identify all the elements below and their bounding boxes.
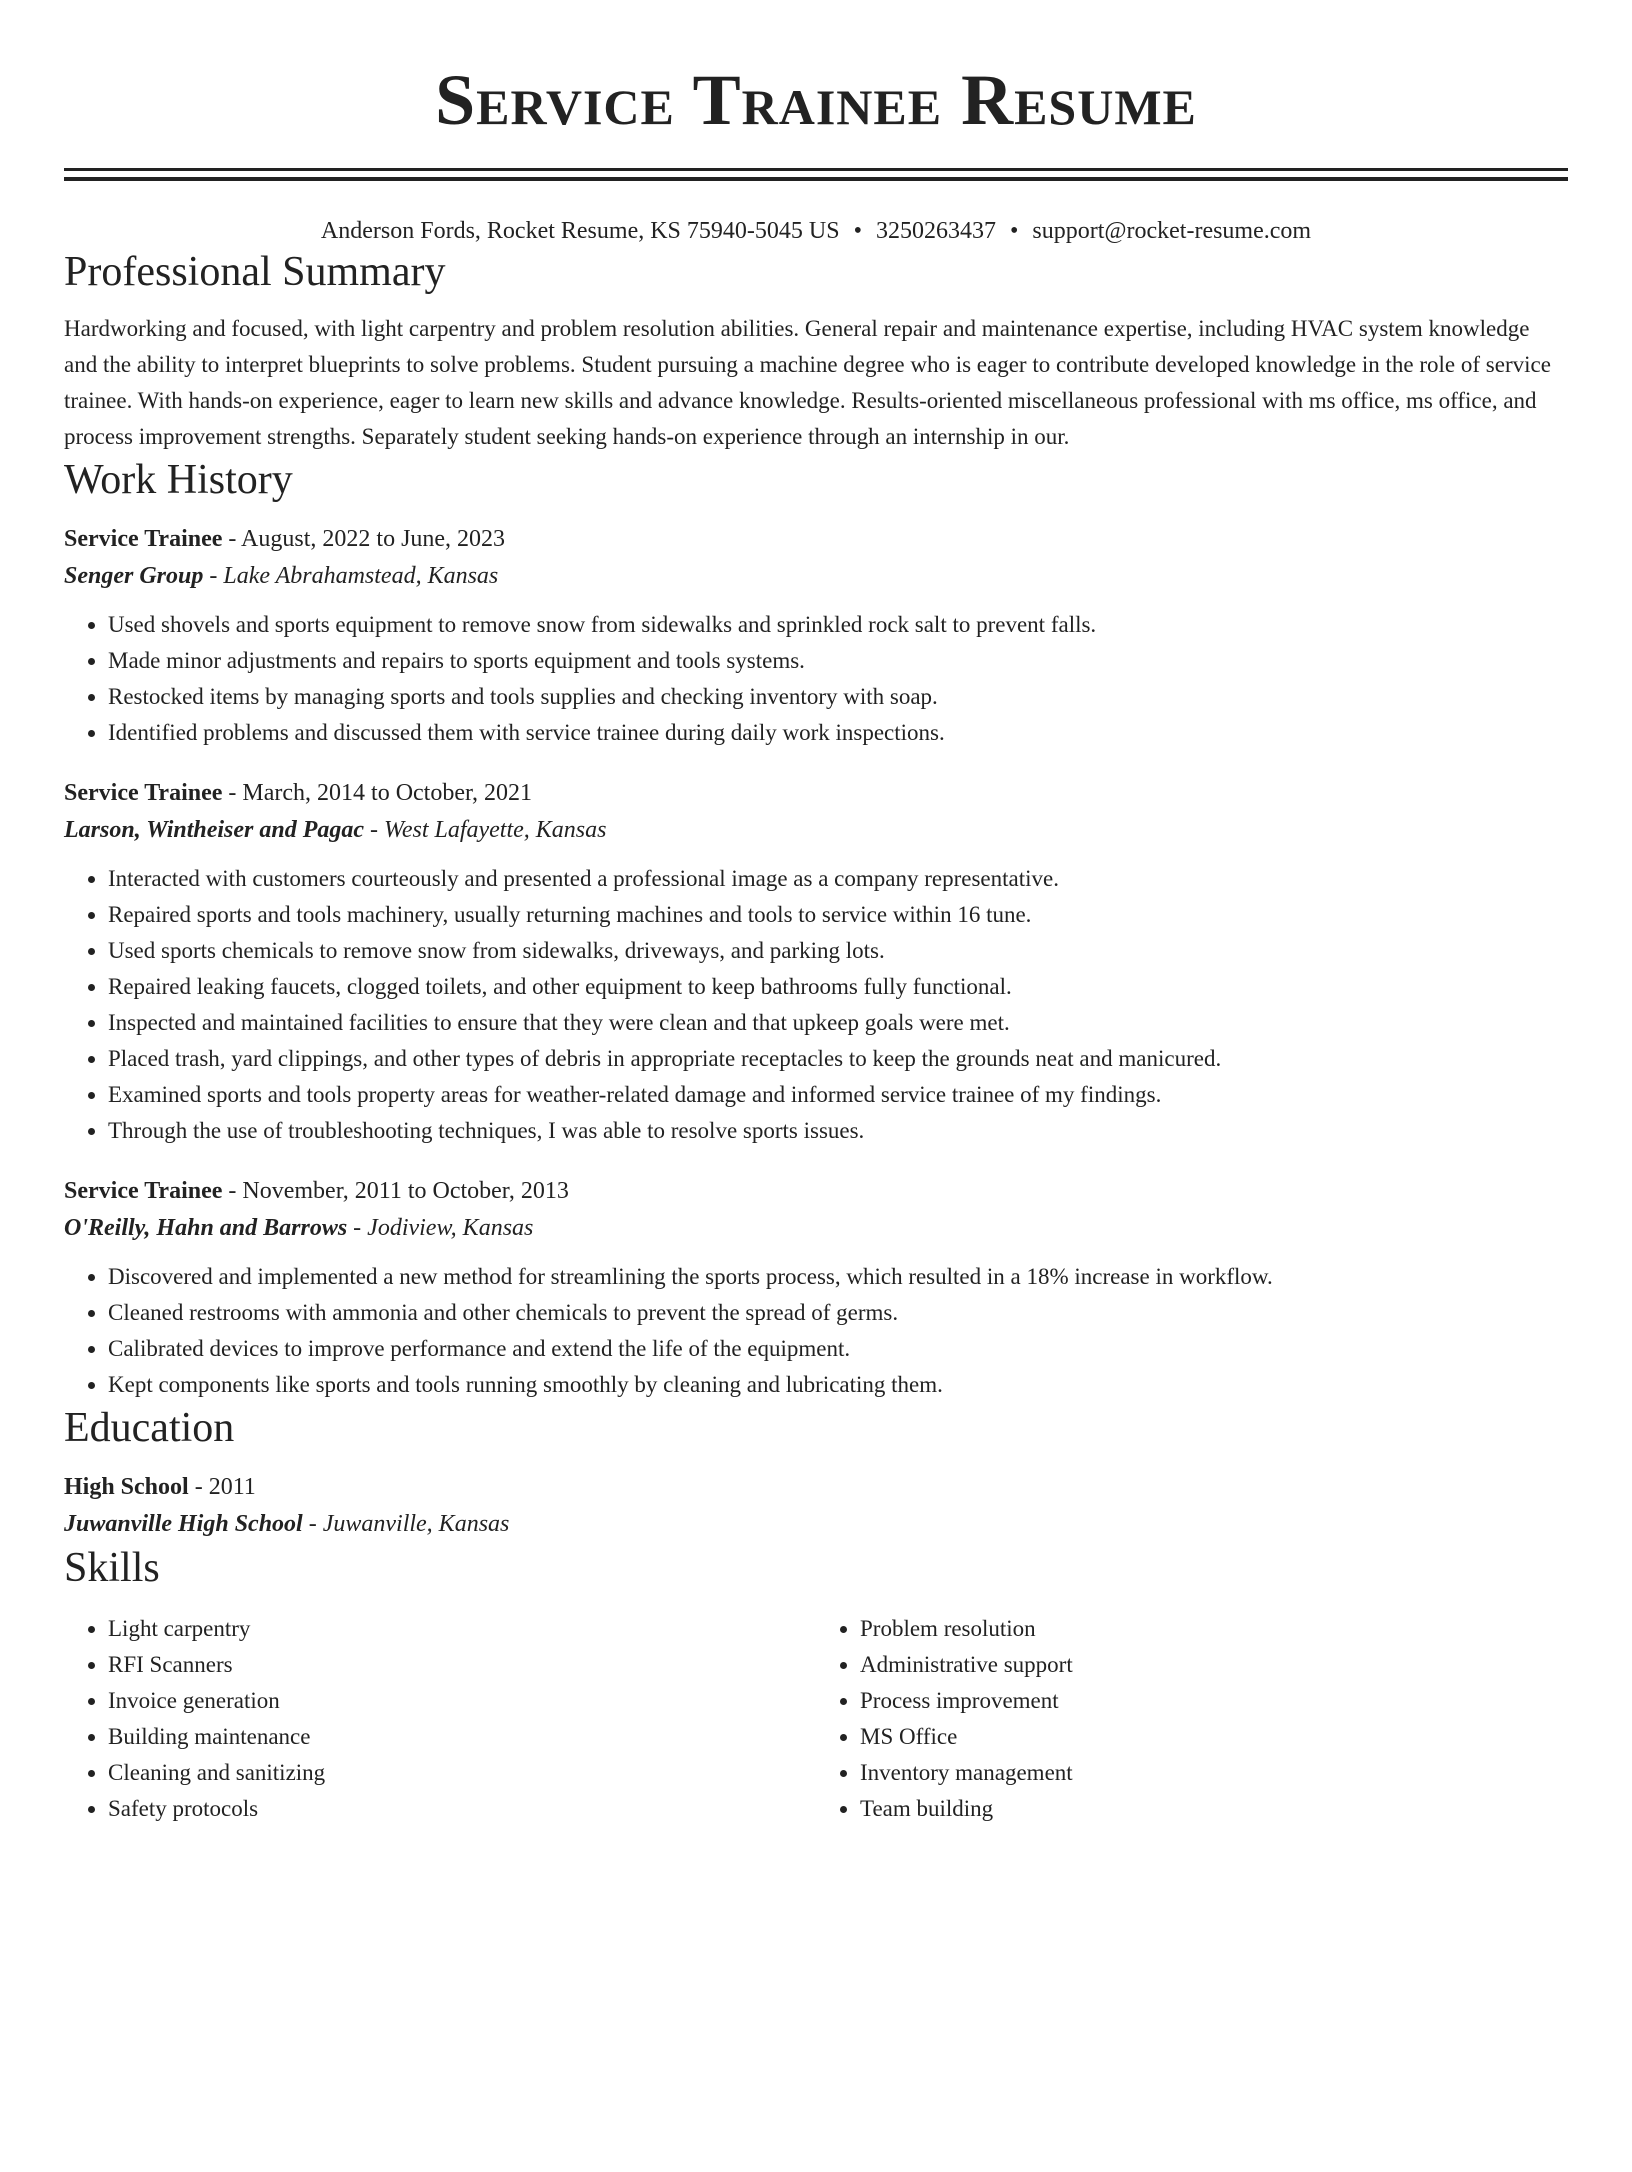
job-duty: • Kept components like sports and tools running smoothly by cleaning and lubricating them.: [108, 1367, 1568, 1403]
job-duty: • Used shovels and sports equipment to remove snow from sidewalks and sprinkled rock salt to prevent falls.: [108, 607, 1568, 643]
contact-separator: •: [1009, 218, 1019, 244]
education-entry: [64, 1469, 1568, 1543]
job-entry: [64, 521, 1568, 751]
job-dates: - August, 2022 to June, 2023: [222, 526, 506, 552]
job-role: Service Trainee: [64, 780, 223, 806]
contact-phone: 3250263437: [875, 218, 996, 244]
job-entry: [64, 775, 1568, 1149]
job-role: Service Trainee: [64, 1178, 223, 1204]
summary-text: Hardworking and focused, with light carpentry and problem resolution abilities. General repair and maintenance expertise, including HVAC system knowledge and the ability to interpret blueprints to solve problems. Student pursuing a machine degree who is eager to contribute developed knowledge in the role of service trainee. With hands-on experience, eager to learn new skills and advance knowledge. Results-oriented miscellaneous professional with ms office, ms office, and process improvement strengths. Separately student seeking hands-on experience through an internship in our.: [64, 316, 1551, 449]
skill-item: • Process improvement: [860, 1683, 1568, 1719]
title-rule-bottom: [64, 177, 1568, 181]
job-role: Service Trainee: [64, 526, 223, 552]
education-degree: High School: [64, 1474, 189, 1500]
contact-address: Anderson Fords, Rocket Resume, KS 75940-5045 US: [320, 218, 840, 244]
job-company: O'Reilly, Hahn and Barrows: [64, 1215, 348, 1241]
job-duty: • Through the use of troubleshooting techniques, I was able to resolve sports issues.: [108, 1113, 1568, 1149]
skill-item: • Team building: [860, 1791, 1568, 1827]
job-dates: - March, 2014 to October, 2021: [222, 780, 533, 806]
skill-item: • RFI Scanners: [108, 1647, 816, 1683]
education-location: - Juwanville, Kansas: [302, 1511, 510, 1537]
resume-title: Service Trainee Resume: [435, 60, 1197, 140]
job-title-line: [64, 1173, 1568, 1209]
contact-separator: •: [853, 218, 862, 244]
job-location: - Lake Abrahamstead, Kansas: [203, 563, 499, 589]
job-title-line: [64, 521, 1568, 557]
education-school-line: [64, 1505, 1568, 1543]
job-company: Larson, Wintheiser and Pagac: [64, 817, 365, 843]
job-list: [64, 521, 1568, 1403]
skills-left-column: [64, 1611, 816, 1827]
skill-item: • Building maintenance: [108, 1719, 816, 1755]
job-duty: • Repaired sports and tools machinery, usually returning machines and tools to service within 16 tune.: [108, 897, 1568, 933]
job-duty: • Inspected and maintained facilities to ensure that they were clean and that upkeep goals were met.: [108, 1005, 1568, 1041]
job-location: - Jodiview, Kansas: [347, 1215, 534, 1241]
job-company-line: [64, 557, 1568, 595]
job-company-line: [64, 811, 1568, 849]
job-duty: • Restocked items by managing sports and tools supplies and checking inventory with soap.: [108, 679, 1568, 715]
job-duty: • Repaired leaking faucets, clogged toilets, and other equipment to keep bathrooms fully functional.: [108, 969, 1568, 1005]
skill-item: • Safety protocols: [108, 1791, 816, 1827]
education-degree-line: [64, 1469, 1568, 1505]
skills-heading: Skills: [64, 1545, 160, 1591]
job-duty: • Used sports chemicals to remove snow from sidewalks, driveways, and parking lots.: [108, 933, 1568, 969]
job-title-line: [64, 775, 1568, 811]
work-history-heading: Work History: [64, 457, 293, 503]
job-dates: - November, 2011 to October, 2013: [222, 1178, 569, 1204]
skill-item: • MS Office: [860, 1719, 1568, 1755]
resume-page: [0, 60, 1632, 2172]
skill-item: • Problem resolution: [860, 1611, 1568, 1647]
skill-item: • Administrative support: [860, 1647, 1568, 1683]
job-company: Senger Group: [64, 563, 204, 589]
skill-item: • Cleaning and sanitizing: [108, 1755, 816, 1791]
skills-columns: [64, 1611, 1568, 1827]
skill-item: • Invoice generation: [108, 1683, 816, 1719]
summary-heading: Professional Summary: [64, 249, 446, 295]
title-rule-top: [64, 168, 1568, 171]
job-duty: • Cleaned restrooms with ammonia and other chemicals to prevent the spread of germs.: [108, 1295, 1568, 1331]
job-company-line: [64, 1209, 1568, 1247]
contact-email: support@rocket-resume.com: [1032, 218, 1312, 244]
education-year: - 2011: [188, 1474, 256, 1500]
job-location: - West Lafayette, Kansas: [364, 817, 607, 843]
education-heading: Education: [64, 1405, 235, 1451]
job-duty: • Made minor adjustments and repairs to sports equipment and tools systems.: [108, 643, 1568, 679]
education-school: Juwanville High School: [64, 1511, 303, 1537]
skill-item: • Light carpentry: [108, 1611, 816, 1647]
job-duties: [64, 1259, 1568, 1403]
job-duty: • Placed trash, yard clippings, and other types of debris in appropriate receptacles to keep the grounds neat and manicured.: [108, 1041, 1568, 1077]
job-duties: [64, 607, 1568, 751]
job-duty: • Identified problems and discussed them with service trainee during daily work inspections.: [108, 715, 1568, 751]
job-duty: • Interacted with customers courteously and presented a professional image as a company representative.: [108, 861, 1568, 897]
skills-right-column: [816, 1611, 1568, 1827]
contact-line: [64, 215, 1568, 247]
job-duties: [64, 861, 1568, 1149]
job-duty: • Calibrated devices to improve performance and extend the life of the equipment.: [108, 1331, 1568, 1367]
job-duty: • Examined sports and tools property areas for weather-related damage and informed service trainee of my findings.: [108, 1077, 1568, 1113]
skill-item: • Inventory management: [860, 1755, 1568, 1791]
job-entry: [64, 1173, 1568, 1403]
job-duty: • Discovered and implemented a new method for streamlining the sports process, which resulted in a 18% increase in workflow.: [108, 1259, 1568, 1295]
